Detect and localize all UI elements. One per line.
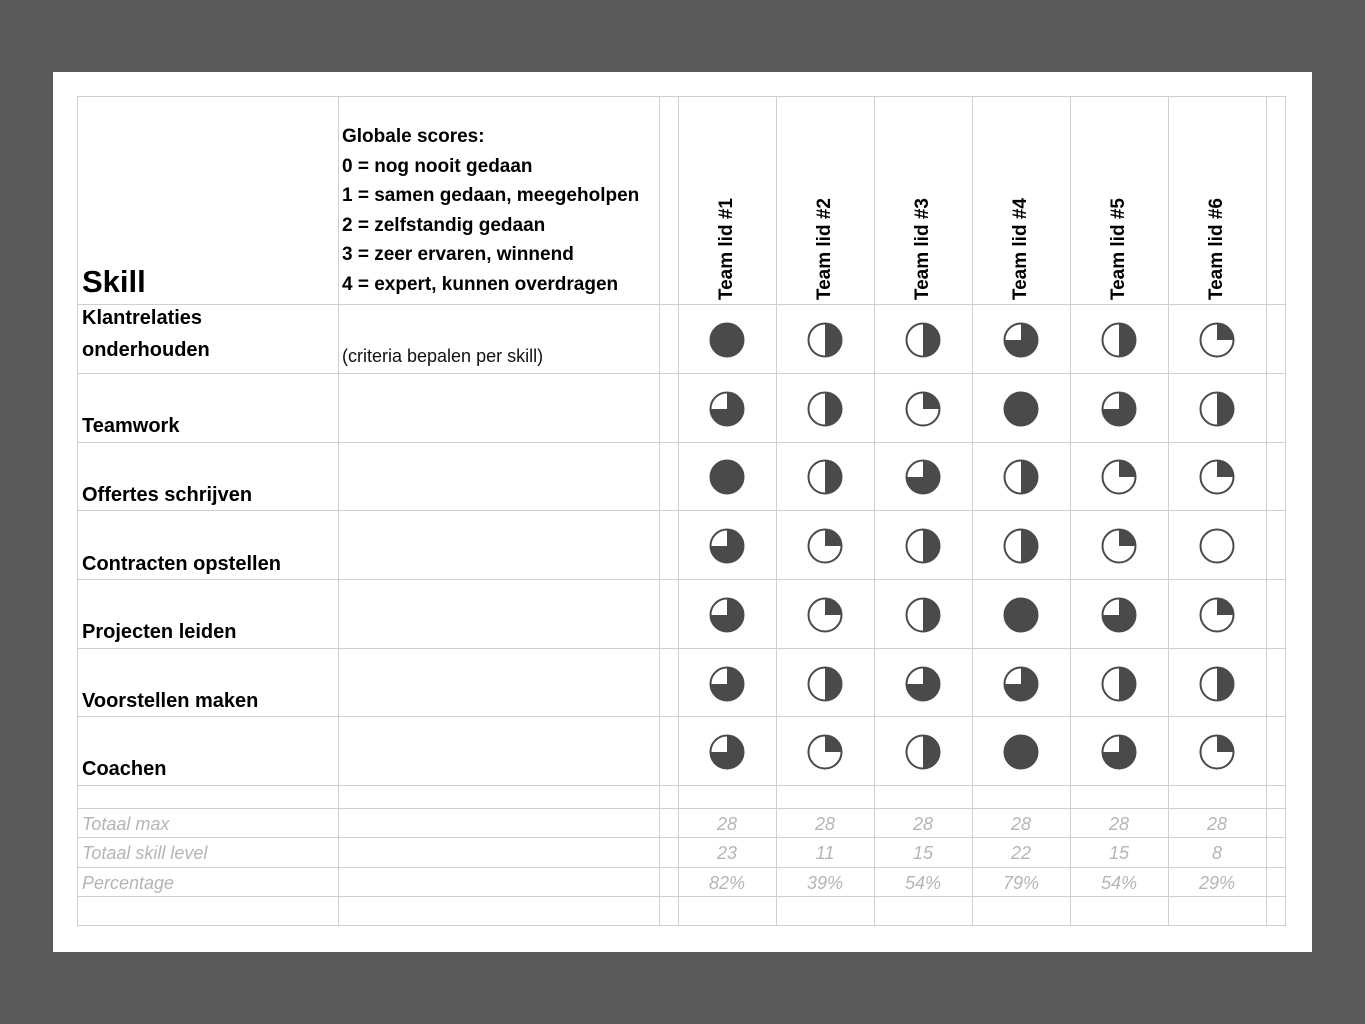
score-pie-icon bbox=[905, 528, 941, 564]
totals-value: 28 bbox=[912, 814, 934, 834]
grid-line bbox=[77, 442, 1286, 443]
grid-line bbox=[1168, 96, 1169, 926]
score-pie-icon bbox=[1199, 597, 1235, 633]
score-pie-icon bbox=[905, 391, 941, 427]
skill-name: Offertes schrijven bbox=[82, 484, 253, 506]
totals-value: 54% bbox=[1100, 873, 1138, 893]
totals-value: 54% bbox=[904, 873, 942, 893]
skill-name: Klantrelaties onderhouden bbox=[82, 307, 210, 361]
score-pie-icon bbox=[709, 734, 745, 770]
score-pie-icon bbox=[807, 459, 843, 495]
grid-line bbox=[77, 808, 1286, 809]
score-pie-icon bbox=[1199, 322, 1235, 358]
score-pie-icon bbox=[905, 734, 941, 770]
score-pie-icon bbox=[1003, 391, 1039, 427]
totals-value: 29% bbox=[1198, 873, 1236, 893]
team-member-header: Team lid #6 bbox=[1206, 197, 1227, 300]
score-pie-icon bbox=[1101, 322, 1137, 358]
score-pie-icon bbox=[709, 391, 745, 427]
grid-line bbox=[77, 373, 1286, 374]
score-pie-icon bbox=[1101, 666, 1137, 702]
score-pie-icon bbox=[905, 322, 941, 358]
legend-item: 0 = nog nooit gedaan bbox=[342, 155, 533, 177]
score-pie-icon bbox=[807, 734, 843, 770]
totals-value: 15 bbox=[1108, 843, 1130, 863]
totals-value: 28 bbox=[814, 814, 836, 834]
team-member-header: Team lid #5 bbox=[1108, 197, 1129, 300]
score-pie-icon bbox=[1199, 528, 1235, 564]
score-pie-icon bbox=[1101, 528, 1137, 564]
grid-line bbox=[1285, 96, 1286, 926]
score-pie-icon bbox=[1003, 597, 1039, 633]
totals-label: Percentage bbox=[82, 873, 175, 893]
totals-value: 28 bbox=[1108, 814, 1130, 834]
team-member-header: Team lid #1 bbox=[716, 197, 737, 300]
legend-item: 1 = samen gedaan, meegeholpen bbox=[342, 185, 640, 207]
skill-name: Voorstellen maken bbox=[82, 690, 259, 712]
score-pie-icon bbox=[1199, 666, 1235, 702]
totals-value: 28 bbox=[716, 814, 738, 834]
totals-value: 15 bbox=[912, 843, 934, 863]
score-pie-icon bbox=[807, 322, 843, 358]
grid-line bbox=[1266, 96, 1267, 926]
score-pie-icon bbox=[1199, 391, 1235, 427]
totals-label: Totaal skill level bbox=[82, 843, 208, 863]
totals-value: 82% bbox=[708, 873, 746, 893]
grid-line bbox=[776, 96, 777, 926]
totals-label: Totaal max bbox=[82, 814, 170, 834]
totals-value: 39% bbox=[806, 873, 844, 893]
score-pie-icon bbox=[1199, 459, 1235, 495]
score-pie-icon bbox=[1199, 734, 1235, 770]
skill-name: Teamwork bbox=[82, 415, 180, 437]
grid-line bbox=[1070, 96, 1071, 926]
grid-line bbox=[77, 896, 1286, 897]
score-pie-icon bbox=[1101, 391, 1137, 427]
totals-value: 23 bbox=[716, 843, 738, 863]
score-legend bbox=[342, 122, 639, 300]
score-pie-icon bbox=[709, 666, 745, 702]
grid-line bbox=[659, 96, 660, 926]
skills-matrix bbox=[77, 96, 1286, 926]
score-pie-icon bbox=[905, 459, 941, 495]
score-pie-icon bbox=[709, 528, 745, 564]
score-pie-icon bbox=[807, 597, 843, 633]
score-pie-icon bbox=[1003, 666, 1039, 702]
grid-line bbox=[77, 96, 78, 926]
skill-name: Contracten opstellen bbox=[82, 553, 281, 575]
legend-title: Globale scores: bbox=[342, 126, 485, 147]
totals-value: 8 bbox=[1211, 843, 1222, 863]
team-member-header: Team lid #2 bbox=[814, 197, 835, 300]
score-pie-icon bbox=[1003, 528, 1039, 564]
skill-column-header: Skill bbox=[82, 264, 146, 299]
grid-line bbox=[77, 648, 1286, 649]
score-pie-icon bbox=[807, 666, 843, 702]
grid-line bbox=[338, 96, 339, 926]
grid-line bbox=[77, 785, 1286, 786]
grid-line bbox=[972, 96, 973, 926]
skill-name: Coachen bbox=[82, 758, 167, 780]
totals-value: 11 bbox=[815, 843, 835, 863]
criteria-note: (criteria bepalen per skill) bbox=[342, 346, 544, 366]
grid-line bbox=[77, 716, 1286, 717]
legend-item: 2 = zelfstandig gedaan bbox=[342, 214, 546, 236]
grid-line bbox=[77, 304, 1286, 305]
score-pie-icon bbox=[905, 597, 941, 633]
score-pie-icon bbox=[709, 459, 745, 495]
legend-item: 3 = zeer ervaren, winnend bbox=[342, 244, 574, 266]
score-pie-icon bbox=[1101, 459, 1137, 495]
score-pie-icon bbox=[1003, 734, 1039, 770]
totals-value: 79% bbox=[1002, 873, 1040, 893]
grid-line bbox=[77, 579, 1286, 580]
grid-line bbox=[77, 867, 1286, 868]
score-pie-icon bbox=[1003, 322, 1039, 358]
grid-line bbox=[77, 96, 1286, 97]
score-pie-icon bbox=[1101, 734, 1137, 770]
totals-value: 28 bbox=[1206, 814, 1228, 834]
totals-value: 22 bbox=[1010, 843, 1032, 863]
score-pie-icon bbox=[807, 528, 843, 564]
score-pie-icon bbox=[1101, 597, 1137, 633]
team-member-header: Team lid #4 bbox=[1010, 197, 1031, 300]
score-pie-icon bbox=[709, 322, 745, 358]
totals-value: 28 bbox=[1010, 814, 1032, 834]
grid-line bbox=[77, 510, 1286, 511]
team-member-header: Team lid #3 bbox=[912, 197, 933, 300]
score-pie-icon bbox=[807, 391, 843, 427]
grid-line bbox=[874, 96, 875, 926]
skill-name: Projecten leiden bbox=[82, 621, 237, 643]
score-pie-icon bbox=[1003, 459, 1039, 495]
legend-item: 4 = expert, kunnen overdragen bbox=[342, 273, 619, 295]
grid-line bbox=[77, 837, 1286, 838]
grid-line bbox=[77, 925, 1286, 926]
score-pie-icon bbox=[709, 597, 745, 633]
grid-line bbox=[678, 96, 679, 926]
score-pie-icon bbox=[905, 666, 941, 702]
spreadsheet-page bbox=[53, 72, 1312, 952]
